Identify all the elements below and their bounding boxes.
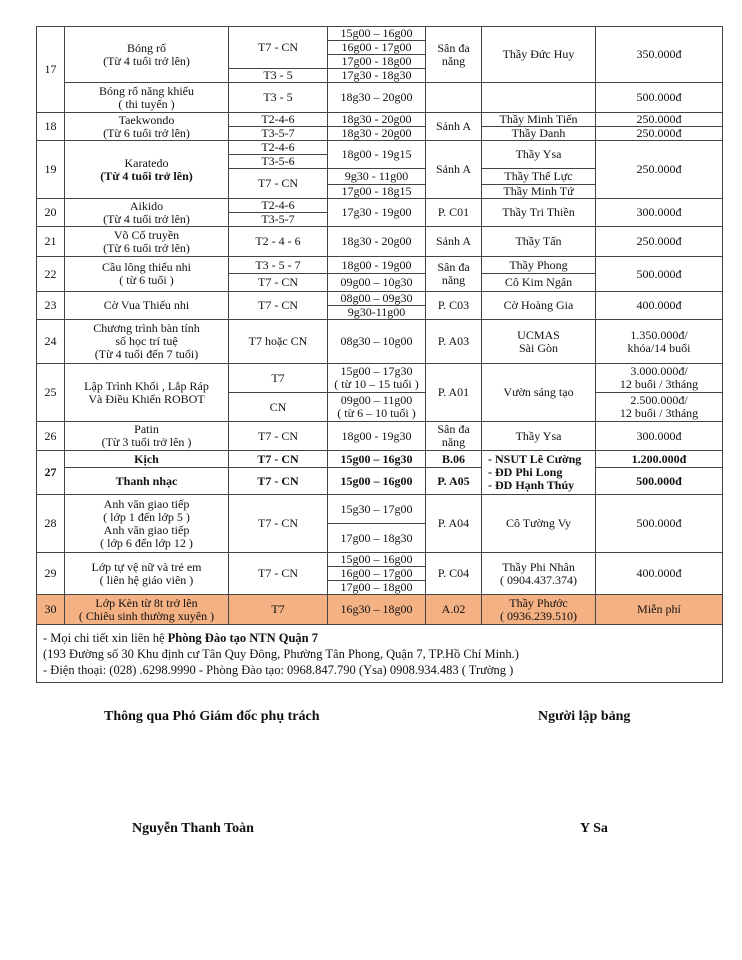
class-time: 18g30 - 20g00 (328, 113, 426, 127)
tuition-fee: 1.350.000đ/ khóa/14 buổi (596, 320, 723, 364)
teacher: Thầy Thế Lực (482, 169, 596, 185)
row-number: 17 (37, 27, 65, 113)
row-number: 29 (37, 553, 65, 595)
row-number: 24 (37, 320, 65, 364)
course-name: Lập Trình Khối , Lắp Ráp Và Điều Khiển ROBOT (65, 364, 229, 422)
teacher: Cô Tường Vy (482, 495, 596, 553)
room: P. A03 (426, 320, 482, 364)
class-time: 17g00 - 18g00 (328, 55, 426, 69)
room: Sảnh A (426, 227, 482, 257)
room (426, 83, 482, 113)
class-days: T2 - 4 - 6 (229, 227, 328, 257)
course-name: Taekwondo (Từ 6 tuổi trở lên) (65, 113, 229, 141)
row-number: 27 (37, 451, 65, 495)
class-days: T3-5-6 (229, 155, 328, 169)
tuition-fee: 250.000đ (596, 227, 723, 257)
contact-note (37, 625, 723, 683)
course-name: Cờ Vua Thiếu nhi (65, 292, 229, 320)
course-name: Aikido (Từ 4 tuổi trở lên) (65, 199, 229, 227)
class-time: 09g00 – 11g00 ( từ 6 – 10 tuổi ) (328, 393, 426, 422)
class-time: 09g00 – 10g30 (328, 274, 426, 292)
course-name: Patin (Từ 3 tuổi trở lên ) (65, 422, 229, 451)
tuition-fee: 250.000đ (596, 127, 723, 141)
teacher: - NSUT Lê Cường - ĐD Phi Long - ĐD Hạnh Thúy (482, 451, 596, 495)
tuition-fee: 3.000.000đ/ 12 buổi / 3tháng (596, 364, 723, 393)
row-number: 19 (37, 141, 65, 199)
course-name: Bóng rổ năng khiếu ( thi tuyển ) (65, 83, 229, 113)
tuition-fee: 400.000đ (596, 292, 723, 320)
tuition-fee: 300.000đ (596, 422, 723, 451)
teacher: Cờ Hoàng Gia (482, 292, 596, 320)
row-number: 26 (37, 422, 65, 451)
class-time: 17g30 - 18g30 (328, 69, 426, 83)
note-address: (193 Đường số 30 Khu định cư Tân Quy Đông, Phường Tân Phong, Quận 7, TP.Hồ Chí Minh.) (43, 646, 519, 661)
class-time: 08g00 – 09g30 (328, 292, 426, 306)
class-days: T3 - 5 (229, 69, 328, 83)
row-number: 18 (37, 113, 65, 141)
class-days: T3 - 5 (229, 83, 328, 113)
room: P. A01 (426, 364, 482, 422)
teacher: Cô Kim Ngân (482, 274, 596, 292)
room: Sảnh A (426, 141, 482, 199)
tuition-fee: 500.000đ (596, 83, 723, 113)
approval-title: Thông qua Phó Giám đốc phụ trách (104, 709, 320, 724)
room: Sân đa năng (426, 27, 482, 83)
class-days: T7 (229, 364, 328, 393)
class-days: T7 (229, 595, 328, 625)
class-time: 15g00 – 16g00 (328, 27, 426, 41)
course-name: Kịch (65, 451, 229, 468)
training-office-name: Phòng Đào tạo NTN Quận 7 (167, 630, 319, 645)
class-time: 16g00 – 17g00 (328, 567, 426, 581)
tuition-fee: 1.200.000đ (596, 451, 723, 468)
class-days: T3 - 5 - 7 (229, 257, 328, 274)
teacher: Thầy Tấn (482, 227, 596, 257)
class-time: 16g30 – 18g00 (328, 595, 426, 625)
class-time: 17g00 – 18g00 (328, 581, 426, 595)
room: P. C01 (426, 199, 482, 227)
room: Sân đa năng (426, 257, 482, 292)
class-days: T7 - CN (229, 422, 328, 451)
row-number: 20 (37, 199, 65, 227)
tuition-fee: 250.000đ (596, 141, 723, 199)
class-time: 9g30 - 11g00 (328, 169, 426, 185)
class-days: T7 - CN (229, 451, 328, 468)
row-number: 21 (37, 227, 65, 257)
class-days: T2-4-6 (229, 113, 328, 127)
course-name: Karatedo (Từ 4 tuổi trở lên) (65, 141, 229, 199)
room: P. A04 (426, 495, 482, 553)
class-time: 17g00 – 18g30 (328, 524, 426, 553)
class-time: 15g00 – 16g00 (328, 468, 426, 495)
course-name: Võ Cổ truyền (Từ 6 tuổi trở lên) (65, 227, 229, 257)
tuition-fee: 500.000đ (596, 257, 723, 292)
class-days: T7 - CN (229, 292, 328, 320)
class-time: 15g00 – 17g30 ( từ 10 – 15 tuổi ) (328, 364, 426, 393)
teacher: Thầy Danh (482, 127, 596, 141)
teacher: Thầy Phong (482, 257, 596, 274)
class-time: 17g30 - 19g00 (328, 199, 426, 227)
row-number: 22 (37, 257, 65, 292)
course-name: Bóng rổ (Từ 4 tuổi trở lên) (65, 27, 229, 83)
class-days: T7 - CN (229, 468, 328, 495)
class-time: 18g30 - 20g00 (328, 127, 426, 141)
class-schedule-table (36, 26, 723, 683)
teacher: Thầy Phước ( 0936.239.510) (482, 595, 596, 625)
tuition-fee: 300.000đ (596, 199, 723, 227)
class-time: 15g30 – 17g00 (328, 495, 426, 524)
class-days: T7 hoặc CN (229, 320, 328, 364)
teacher: UCMAS Sài Gòn (482, 320, 596, 364)
preparer-title: Người lập bảng (538, 709, 631, 724)
tuition-fee: 350.000đ (596, 27, 723, 83)
tuition-fee: Miễn phí (596, 595, 723, 625)
course-name: Anh văn giao tiếp ( lớp 1 đến lớp 5 ) Anh văn giao tiếp ( lớp 6 đến lớp 12 ) (65, 495, 229, 553)
row-number: 25 (37, 364, 65, 422)
class-days: T2-4-6 (229, 199, 328, 213)
row-number: 28 (37, 495, 65, 553)
tuition-fee: 2.500.000đ/ 12 buổi / 3tháng (596, 393, 723, 422)
class-days: T7 - CN (229, 495, 328, 553)
row-number: 30 (37, 595, 65, 625)
class-time: 17g00 - 18g15 (328, 185, 426, 199)
teacher: Thầy Đức Huy (482, 27, 596, 83)
tuition-fee: 250.000đ (596, 113, 723, 127)
class-days: T7 - CN (229, 274, 328, 292)
class-days: T2-4-6 (229, 141, 328, 155)
teacher: Vườn sáng tạo (482, 364, 596, 422)
class-time: 15g00 – 16g00 (328, 553, 426, 567)
room: Sảnh A (426, 113, 482, 141)
class-days: T3-5-7 (229, 127, 328, 141)
room: Sân đa năng (426, 422, 482, 451)
class-time: 9g30-11g00 (328, 306, 426, 320)
class-time: 18g30 – 20g00 (328, 83, 426, 113)
course-name: Chương trình bàn tính số học trí tuệ (Từ 4 tuổi đến 7 tuổi) (65, 320, 229, 364)
class-time: 18g30 - 20g00 (328, 227, 426, 257)
class-days: T7 - CN (229, 169, 328, 199)
room: P. A05 (426, 468, 482, 495)
note-line1-prefix: - Mọi chi tiết xin liên hệ (43, 630, 168, 645)
approver-name: Nguyễn Thanh Toàn (132, 821, 254, 836)
class-time: 15g00 – 16g30 (328, 451, 426, 468)
teacher: Thầy Minh Tiến (482, 113, 596, 127)
room: P. C04 (426, 553, 482, 595)
class-time: 08g30 – 10g00 (328, 320, 426, 364)
course-name: Thanh nhạc (65, 468, 229, 495)
class-days: T3-5-7 (229, 213, 328, 227)
class-time: 16g00 - 17g00 (328, 41, 426, 55)
teacher: Thầy Ysa (482, 141, 596, 169)
teacher (482, 83, 596, 113)
tuition-fee: 400.000đ (596, 553, 723, 595)
class-days: T7 - CN (229, 27, 328, 69)
teacher: Thầy Ysa (482, 422, 596, 451)
tuition-fee: 500.000đ (596, 495, 723, 553)
note-phone: - Điện thoại: (028) .6298.9990 - Phòng Đào tạo: 0968.847.790 (Ysa) 0908.934.483 ( Trường ) (43, 662, 514, 677)
room: P. C03 (426, 292, 482, 320)
row-number: 23 (37, 292, 65, 320)
class-time: 18g00 - 19g00 (328, 257, 426, 274)
course-name: Lớp tự vệ nữ và trẻ em ( liên hệ giáo viên ) (65, 553, 229, 595)
course-name: Lớp Kèn từ 8t trở lên ( Chiêu sinh thường xuyên ) (65, 595, 229, 625)
tuition-fee: 500.000đ (596, 468, 723, 495)
course-name: Cầu lông thiếu nhi ( từ 6 tuổi ) (65, 257, 229, 292)
teacher: Thầy Minh Tứ (482, 185, 596, 199)
class-days: T7 - CN (229, 553, 328, 595)
teacher: Thầy Tri Thiền (482, 199, 596, 227)
teacher: Thầy Phi Nhân ( 0904.437.374) (482, 553, 596, 595)
class-time: 18g00 - 19g30 (328, 422, 426, 451)
class-days: CN (229, 393, 328, 422)
preparer-name: Y Sa (580, 821, 608, 836)
room: A.02 (426, 595, 482, 625)
room: B.06 (426, 451, 482, 468)
class-time: 18g00 - 19g15 (328, 141, 426, 169)
